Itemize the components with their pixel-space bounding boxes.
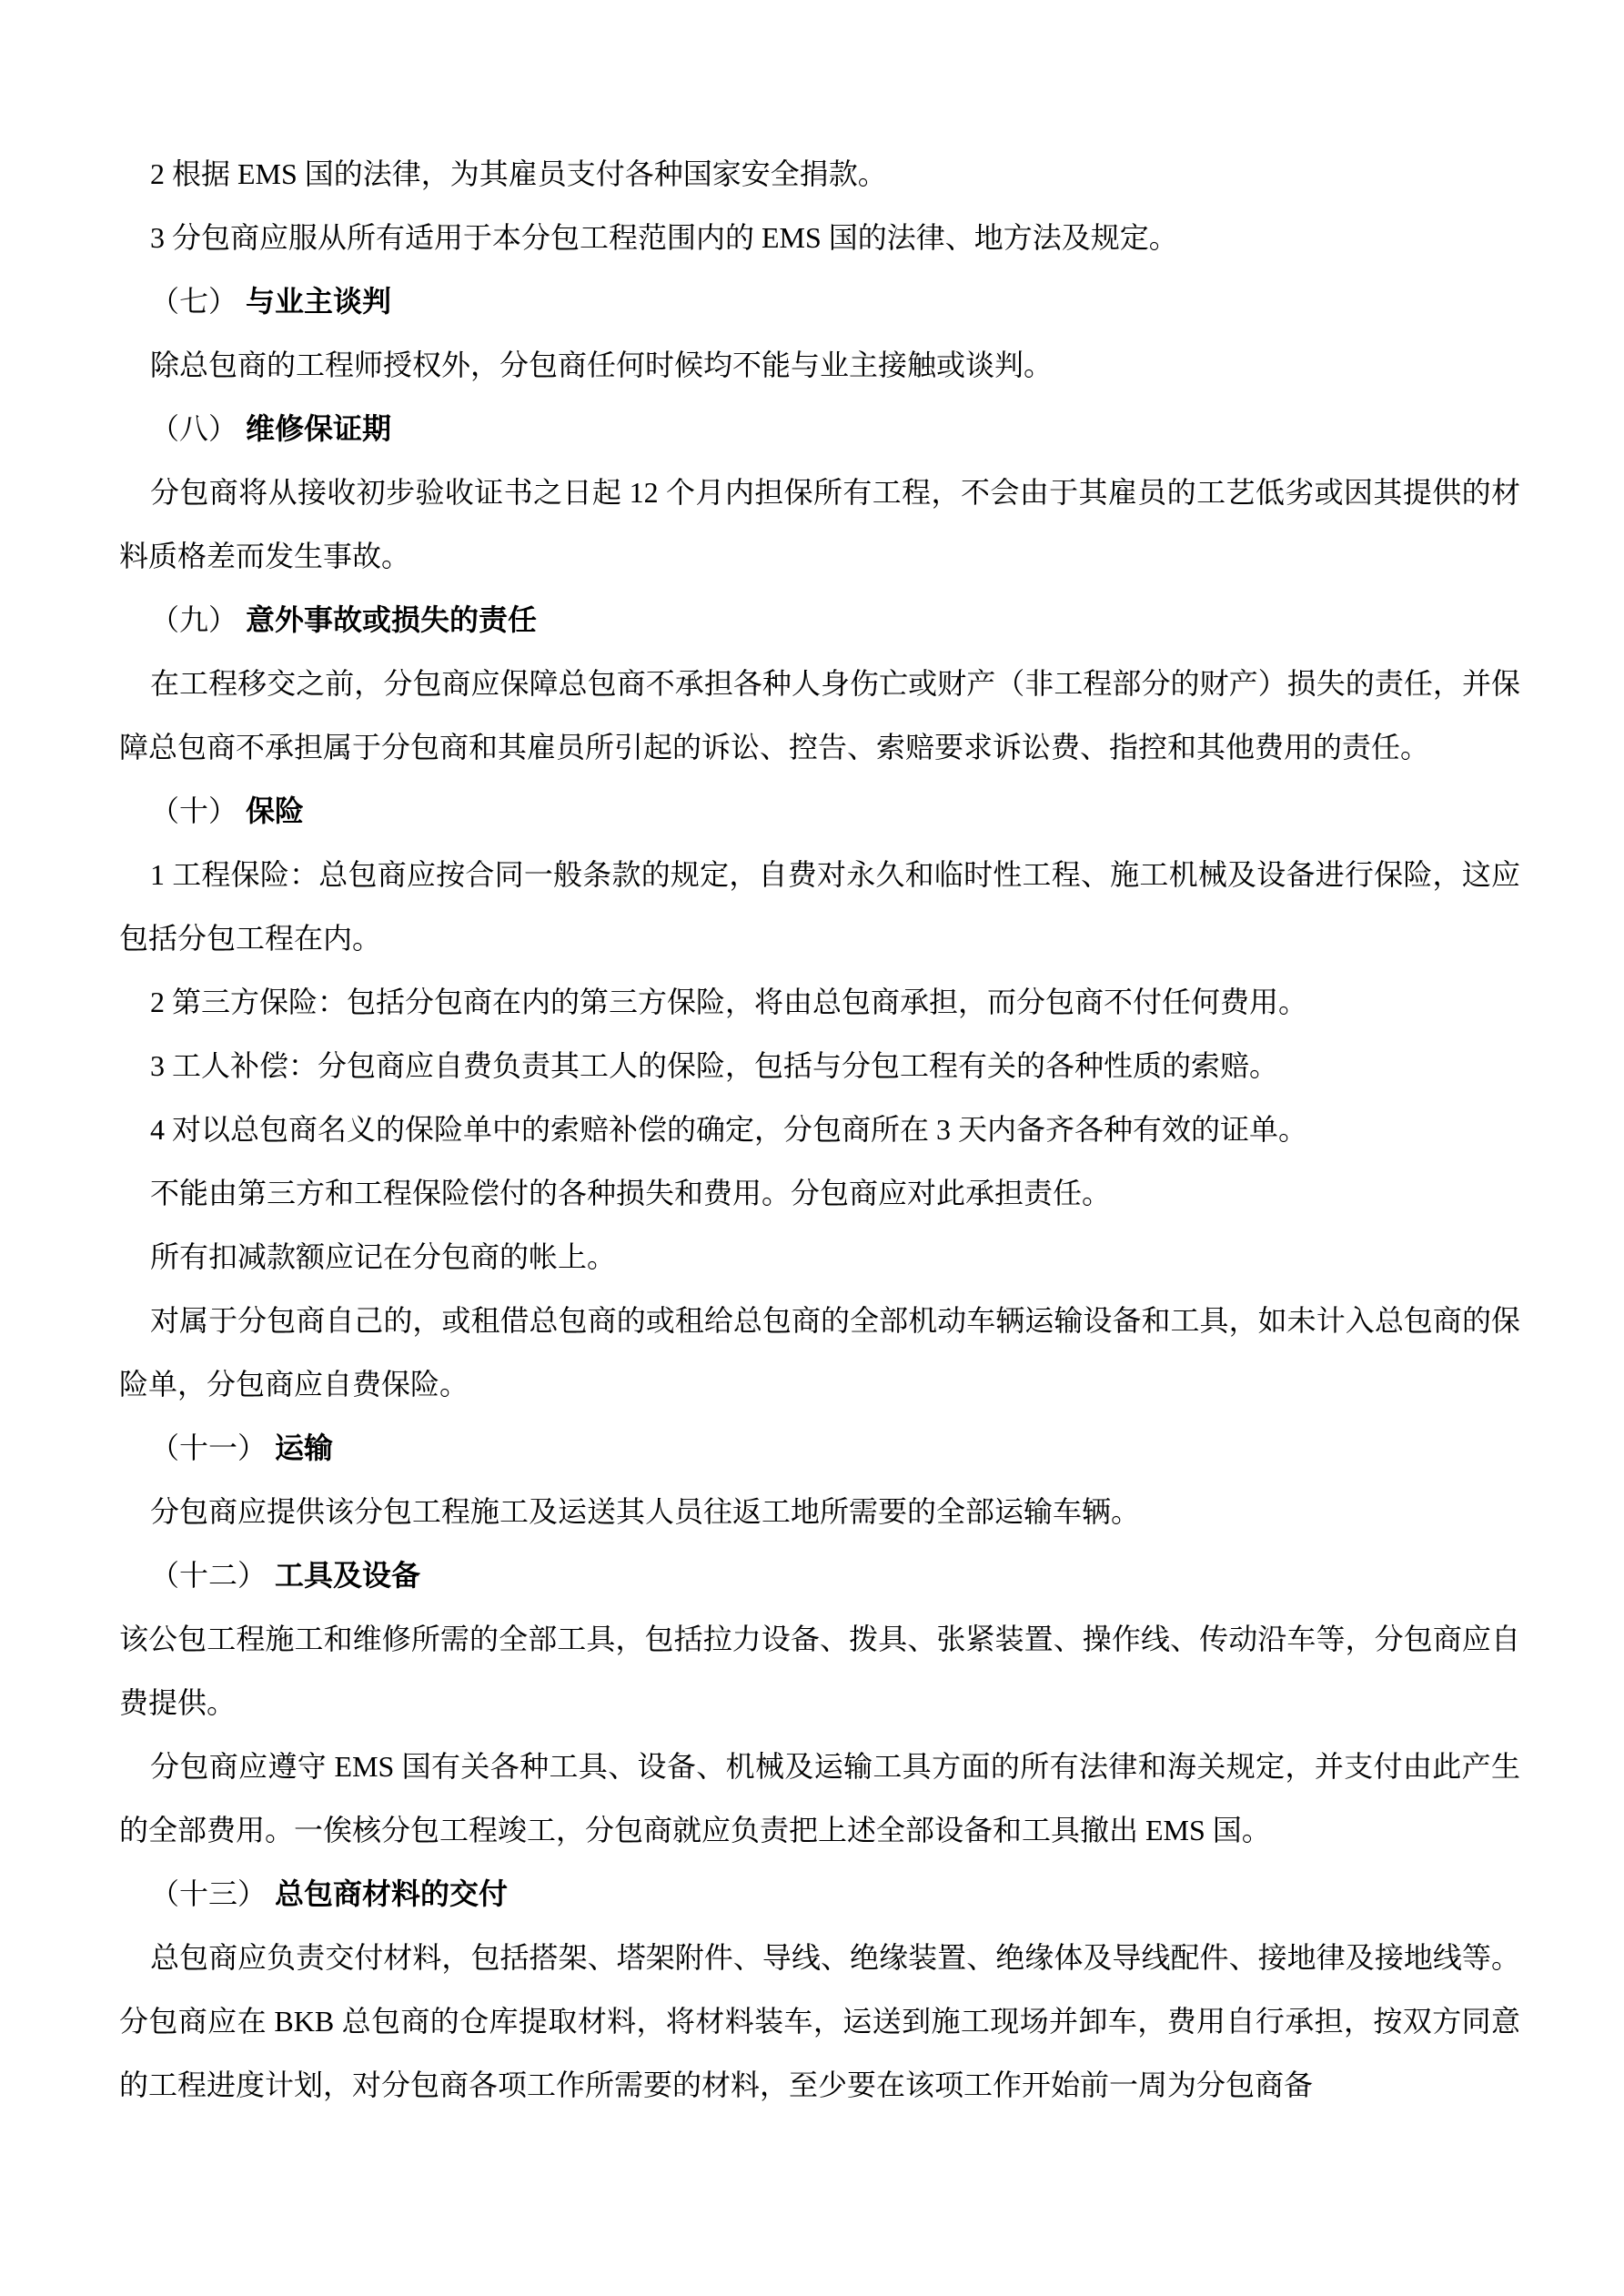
section-heading [119, 588, 1520, 652]
document-content [119, 142, 1520, 2117]
section-heading [119, 1543, 1520, 1607]
paragraph: 3 分包商应服从所有适用于本分包工程范围内的 EMS 国的法律、地方法及规定。 [150, 221, 1178, 254]
paragraph: 分包商应遵守 EMS 国有关各种工具、设备、机械及运输工具方面的所有法律和海关规定，并支付由此产生的全部费用。一俟核分包工程竣工，分包商就应负责把上述全部设备和工具撤出 EMS 国。 [119, 1750, 1520, 1846]
section-title: 运输 [275, 1431, 334, 1464]
section-heading [119, 397, 1520, 460]
paragraph: 4 对以总包商名义的保险单中的索赔补偿的确定，分包商所在 3 天内备齐各种有效的证单。 [150, 1113, 1308, 1146]
paragraph: 3 工人补偿：分包商应自费负责其工人的保险，包括与分包工程有关的各种性质的索赔。 [150, 1049, 1279, 1082]
paragraph: 该公包工程施工和维修所需的全部工具，包括拉力设备、拨具、张紧装置、操作线、传动沿车等，分包商应自费提供。 [119, 1623, 1520, 1719]
section-heading [119, 269, 1520, 333]
paragraph: 对属于分包商自己的，或租借总包商的或租给总包商的全部机动车辆运输设备和工具，如未计入总包商的保险单，分包商应自费保险。 [119, 1304, 1520, 1401]
section-title: 工具及设备 [275, 1559, 421, 1592]
section-title: 保险 [246, 794, 305, 827]
paragraph: 除总包商的工程师授权外，分包商任何时候均不能与业主接触或谈判。 [150, 349, 1054, 381]
section-title: 意外事故或损失的责任 [246, 603, 538, 636]
section-number: （九） [150, 603, 238, 636]
section-number: （十三） [150, 1877, 267, 1910]
paragraph: 所有扣减款额应记在分包商的帐上。 [150, 1240, 617, 1273]
section-number: （八） [150, 412, 238, 445]
section-number: （十二） [150, 1559, 267, 1592]
section-heading [119, 1416, 1520, 1480]
section-number: （十） [150, 794, 238, 827]
section-title: 与业主谈判 [246, 285, 392, 318]
section-title: 维修保证期 [246, 412, 392, 445]
paragraph: 2 根据 EMS 国的法律，为其雇员支付各种国家安全捐款。 [150, 157, 887, 190]
section-number: （十一） [150, 1431, 267, 1464]
paragraph: 2 第三方保险：包括分包商在内的第三方保险，将由总包商承担，而分包商不付任何费用。 [150, 986, 1308, 1018]
paragraph: 总包商应负责交付材料，包括搭架、塔架附件、导线、绝缘装置、绝缘体及导线配件、接地律及接地线等。分包商应在 BKB 总包商的仓库提取材料，将材料装车，运送到施工现场并卸车，费用自行承担，按双方同意的工程进度计划，对分包商各项工作所需要的材料，至少要在该项工作开始前一周为分包商备 [119, 1941, 1520, 2101]
section-heading [119, 779, 1520, 843]
paragraph: 1 工程保险：总包商应按合同一般条款的规定，自费对永久和临时性工程、施工机械及设备进行保险，这应包括分包工程在内。 [119, 858, 1520, 955]
section-title: 总包商材料的交付 [275, 1877, 509, 1910]
section-heading [119, 1862, 1520, 1926]
paragraph: 分包商应提供该分包工程施工及运送其人员往返工地所需要的全部运输车辆。 [150, 1495, 1141, 1528]
paragraph: 不能由第三方和工程保险偿付的各种损失和费用。分包商应对此承担责任。 [150, 1177, 1112, 1209]
paragraph: 在工程移交之前，分包商应保障总包商不承担各种人身伤亡或财产（非工程部分的财产）损失的责任，并保障总包商不承担属于分包商和其雇员所引起的诉讼、控告、索赔要求诉讼费、指控和其他费用的责任。 [119, 667, 1520, 764]
paragraph: 分包商将从接收初步验收证书之日起 12 个月内担保所有工程，不会由于其雇员的工艺低劣或因其提供的材料质格差而发生事故。 [119, 476, 1520, 572]
section-number: （七） [150, 285, 238, 318]
